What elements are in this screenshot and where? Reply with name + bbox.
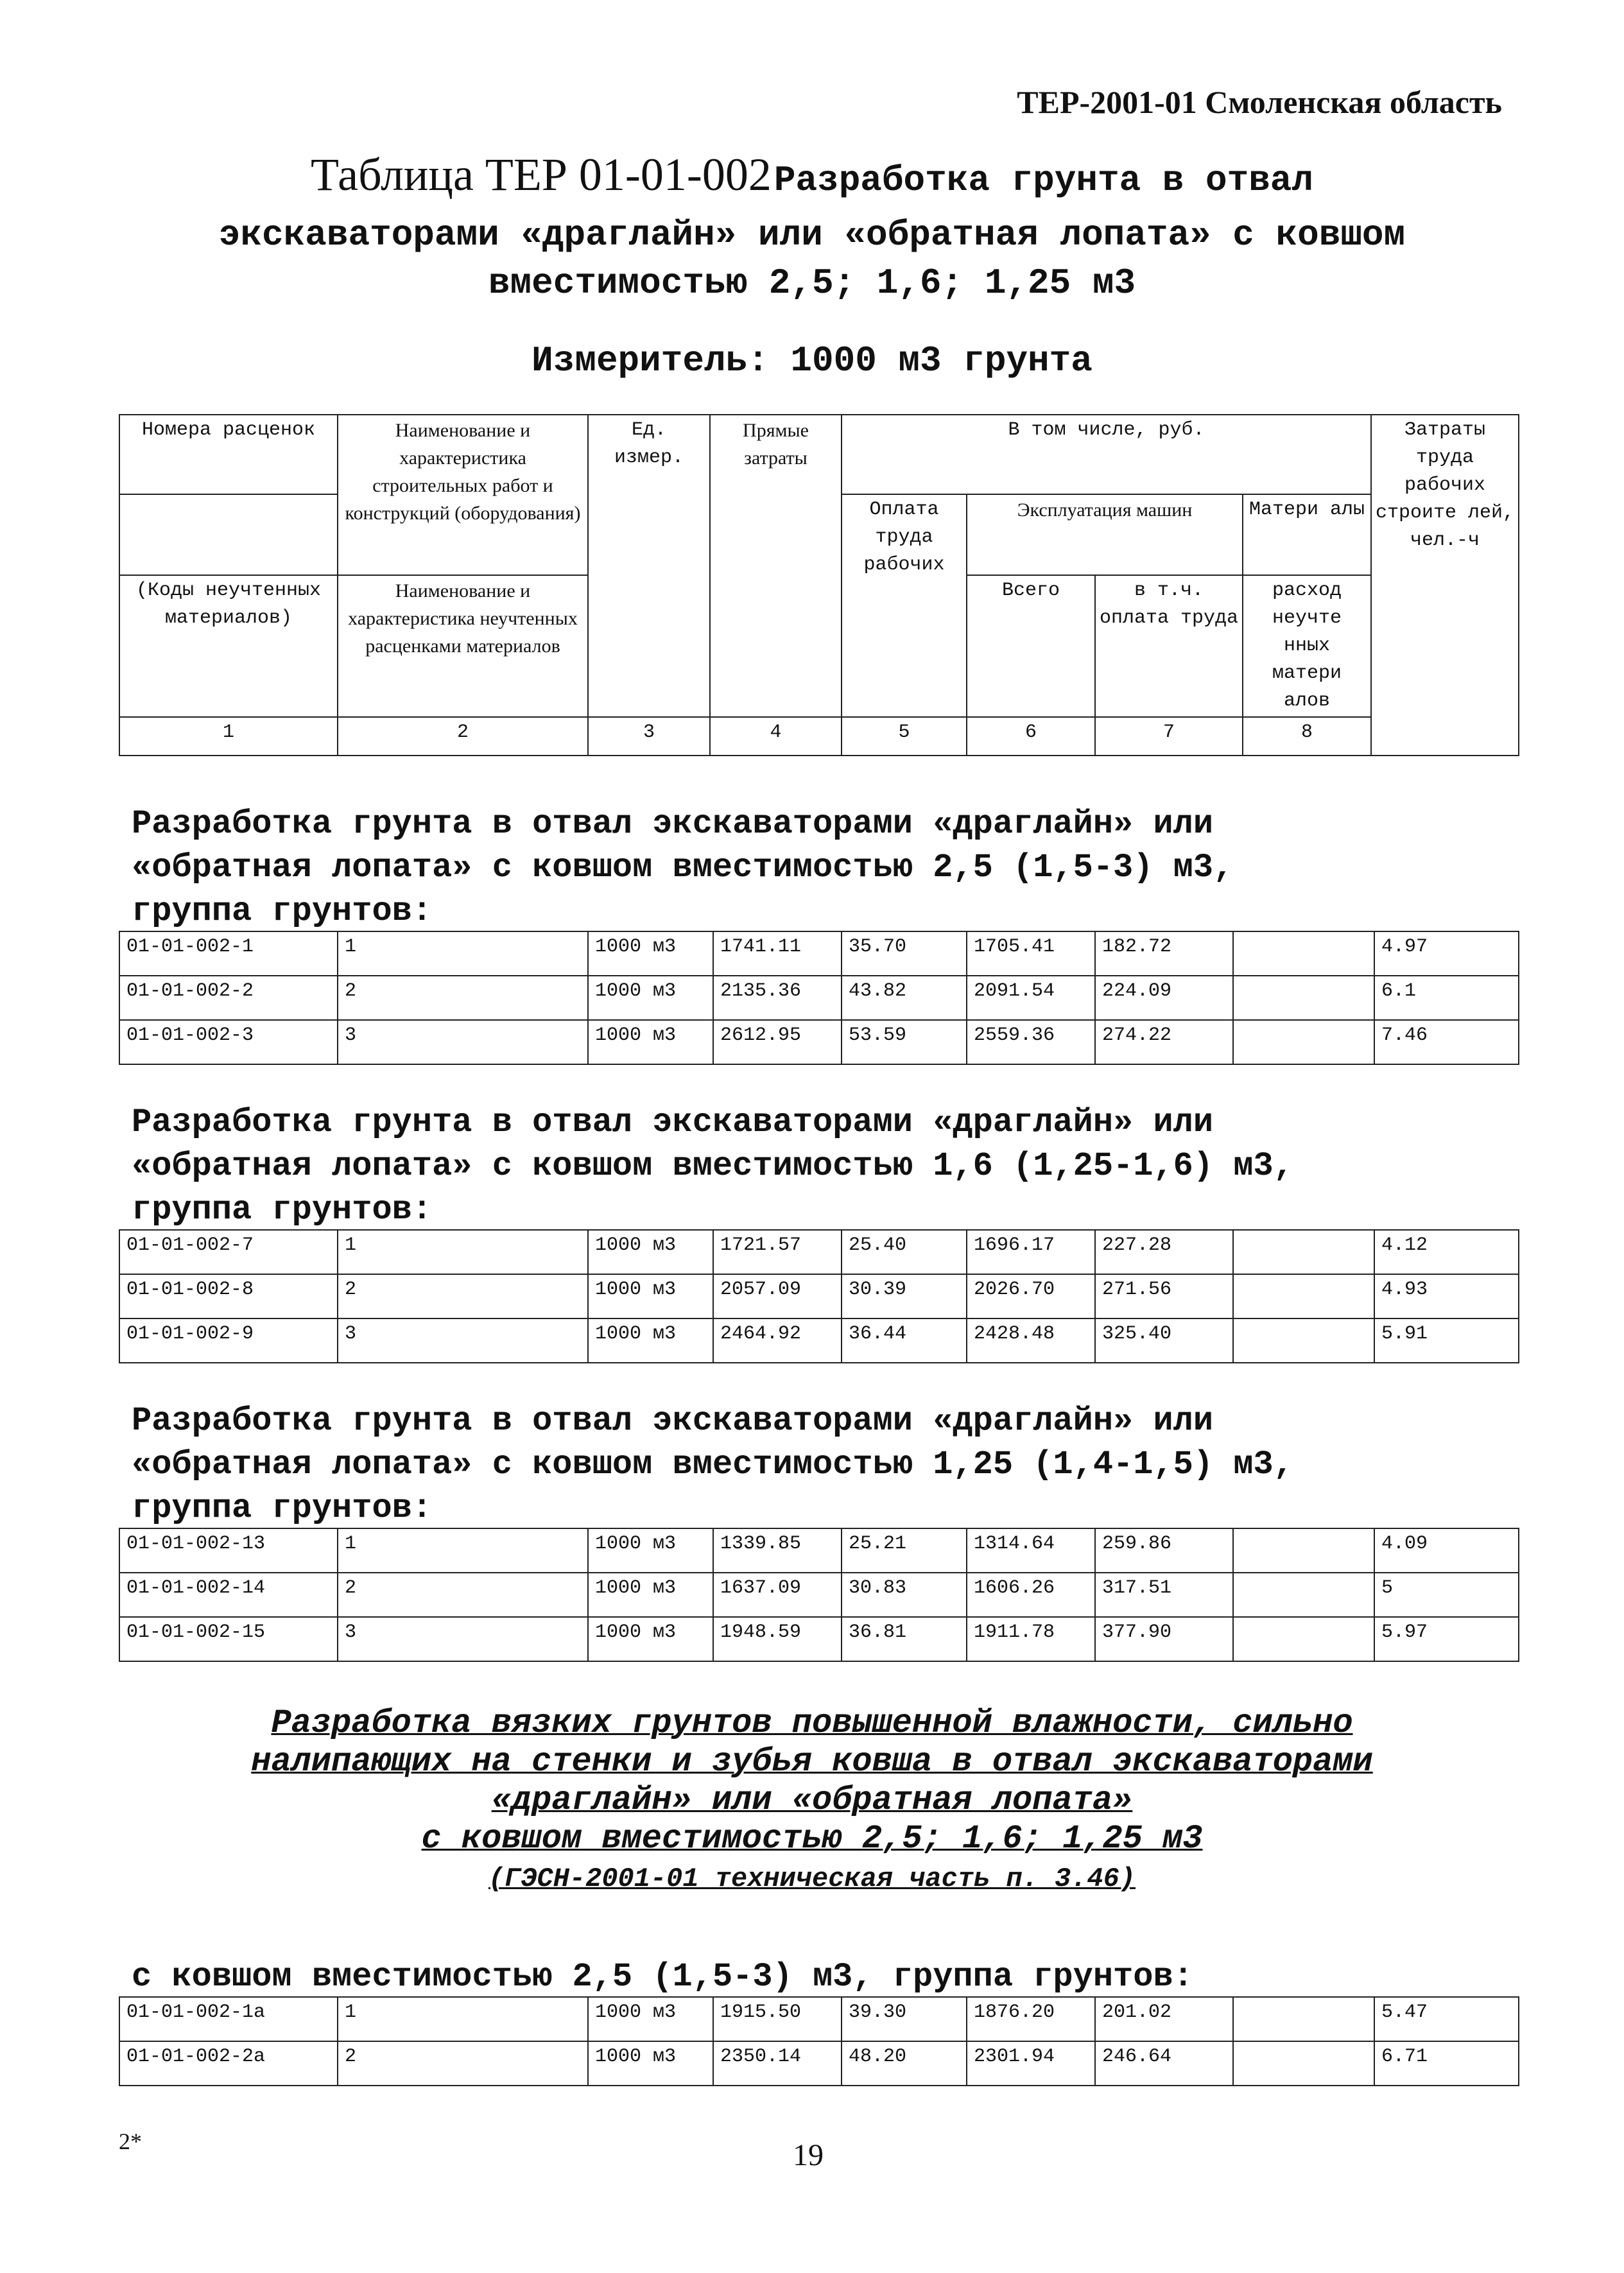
cell-rate-code: 01-01-002-8 [119, 1274, 338, 1318]
cell-labor-hours: 6.71 [1374, 2041, 1519, 2086]
cell-rate-code: 01-01-002-14 [119, 1573, 338, 1617]
cell-materials [1233, 1230, 1374, 1274]
section-title-line: «обратная лопата» с ковшом вместимостью 2,5 (1,5-3) м3, [132, 849, 1234, 886]
table-row [119, 1230, 1519, 1274]
title-table-number: Таблица ТЕР 01-01-002 [310, 149, 772, 200]
table-row [119, 1528, 1519, 1573]
section-title [132, 1101, 1293, 1232]
cell-direct-costs: 1339.85 [713, 1528, 842, 1573]
cell-rate-code: 01-01-002-1а [119, 1997, 338, 2041]
cell-worker-wages: 48.20 [842, 2041, 967, 2086]
cell-machines-total: 2559.36 [967, 1020, 1095, 1064]
cell-soil-group: 1 [338, 1230, 588, 1274]
cell-materials [1233, 1997, 1374, 2041]
title-text-second-line: экскаваторами «драглайн» или «обратная лопата» с ковшом [218, 214, 1406, 255]
cell-machines-total: 1705.41 [967, 931, 1095, 976]
unit-of-measure: Измеритель: 1000 м3 грунта [531, 340, 1093, 381]
cell-unit: 1000 м3 [588, 1274, 713, 1318]
cell-unit: 1000 м3 [588, 931, 713, 976]
section-title-line: группа грунтов: [132, 1191, 433, 1229]
cell-direct-costs: 2350.14 [713, 2041, 842, 2086]
cell-labor-hours: 4.12 [1374, 1230, 1519, 1274]
section-title-line: Разработка грунта в отвал экскаваторами «драглайн» или [132, 1103, 1214, 1141]
special-title-line: «драглайн» или «обратная лопата» [491, 1781, 1133, 1819]
cell-labor-hours: 6.1 [1374, 976, 1519, 1020]
cell-direct-costs: 1948.59 [713, 1617, 842, 1661]
table-row [119, 931, 1519, 976]
section-title-line: Разработка грунта в отвал экскаваторами «драглайн» или [132, 805, 1214, 843]
cell-soil-group: 2 [338, 1573, 588, 1617]
table-row [119, 1997, 1519, 2041]
section-title-line: «обратная лопата» с ковшом вместимостью 1,6 (1,25-1,6) м3, [132, 1147, 1293, 1185]
cell-labor-hours: 5.97 [1374, 1617, 1519, 1661]
cell-unit: 1000 м3 [588, 1997, 713, 2041]
cell-unit: 1000 м3 [588, 1230, 713, 1274]
title-text-first-line: Разработка грунта в отвал [773, 160, 1314, 201]
header-col1-spacer [119, 494, 338, 575]
header-machines-total: Всего [967, 575, 1095, 717]
header-work-name: Наименование и характеристика строительных работ и конструкций (оборудования) [338, 415, 588, 575]
section-title-line: «обратная лопата» с ковшом вместимостью 1,25 (1,4-1,5) м3, [132, 1446, 1293, 1483]
cell-soil-group: 1 [338, 931, 588, 976]
cell-soil-group: 2 [338, 2041, 588, 2086]
cell-labor-hours: 5.47 [1374, 1997, 1519, 2041]
cell-direct-costs: 2135.36 [713, 976, 842, 1020]
cell-rate-code: 01-01-002-9 [119, 1318, 338, 1363]
cell-machines-total: 2091.54 [967, 976, 1095, 1020]
special-title-line: налипающих на стенки и зубья ковша в отвал экскаваторами [251, 1743, 1373, 1781]
cell-soil-group: 1 [338, 1997, 588, 2041]
cell-rate-code: 01-01-002-15 [119, 1617, 338, 1661]
cell-unit: 1000 м3 [588, 976, 713, 1020]
cell-unit: 1000 м3 [588, 1318, 713, 1363]
cell-machine-wages: 259.86 [1095, 1528, 1233, 1573]
table-row [119, 2041, 1519, 2086]
column-number: 7 [1095, 717, 1243, 756]
special-title-line: Разработка вязких грунтов повышенной влажности, сильно [271, 1704, 1353, 1742]
cell-labor-hours: 4.97 [1374, 931, 1519, 976]
column-number: 2 [338, 717, 588, 756]
cell-machine-wages: 317.51 [1095, 1573, 1233, 1617]
cell-rate-code: 01-01-002-2 [119, 976, 338, 1020]
cell-labor-hours: 5.91 [1374, 1318, 1519, 1363]
cell-unit: 1000 м3 [588, 1573, 713, 1617]
cell-machine-wages: 227.28 [1095, 1230, 1233, 1274]
column-number: 5 [842, 717, 967, 756]
page-number: 19 [793, 2138, 824, 2172]
cell-machine-wages: 201.02 [1095, 1997, 1233, 2041]
header-machine-wages: в т.ч. оплата труда [1095, 575, 1243, 717]
cell-worker-wages: 36.81 [842, 1617, 967, 1661]
header-materials: Матери алы [1243, 494, 1371, 575]
normative-reference: (ГЭСН-2001-01 техническая часть п. 3.46) [488, 1863, 1136, 1894]
special-subtitle: с ковшом вместимостью 2,5 (1,5-3) м3, группа грунтов: [132, 1958, 1193, 1996]
cell-machines-total: 1314.64 [967, 1528, 1095, 1573]
cell-machine-wages: 224.09 [1095, 976, 1233, 1020]
table-row [119, 1617, 1519, 1661]
cell-worker-wages: 53.59 [842, 1020, 967, 1064]
section-title-line: группа грунтов: [132, 1489, 433, 1527]
table-row [119, 1573, 1519, 1617]
cell-materials [1233, 1617, 1374, 1661]
cell-rate-code: 01-01-002-7 [119, 1230, 338, 1274]
cell-labor-hours: 4.09 [1374, 1528, 1519, 1573]
column-header-table [119, 414, 1519, 756]
document-code: ТЕР-2001-01 Смоленская область [1017, 84, 1502, 120]
cell-machines-total: 1876.20 [967, 1997, 1095, 2041]
rates-table [119, 931, 1519, 1065]
header-worker-wages: Оплата труда рабочих [842, 494, 967, 717]
cell-materials [1233, 1274, 1374, 1318]
cell-soil-group: 2 [338, 976, 588, 1020]
column-number: 3 [588, 717, 710, 756]
cell-worker-wages: 36.44 [842, 1318, 967, 1363]
cell-direct-costs: 2464.92 [713, 1318, 842, 1363]
table-title [0, 151, 1624, 307]
header-group-including: В том числе, руб. [842, 415, 1371, 494]
cell-unit: 1000 м3 [588, 1020, 713, 1064]
cell-worker-wages: 25.21 [842, 1528, 967, 1573]
cell-materials [1233, 976, 1374, 1020]
cell-soil-group: 1 [338, 1528, 588, 1573]
cell-rate-code: 01-01-002-13 [119, 1528, 338, 1573]
header-material-name: Наименование и характеристика неучтенных расценками материалов [338, 575, 588, 717]
column-number: 1 [119, 717, 338, 756]
cell-materials [1233, 1528, 1374, 1573]
table-row [119, 976, 1519, 1020]
cell-machines-total: 2428.48 [967, 1318, 1095, 1363]
cell-worker-wages: 30.83 [842, 1573, 967, 1617]
section-title-line: группа грунтов: [132, 892, 433, 930]
cell-labor-hours: 7.46 [1374, 1020, 1519, 1064]
cell-worker-wages: 30.39 [842, 1274, 967, 1318]
section-title [132, 802, 1233, 933]
cell-rate-code: 01-01-002-2а [119, 2041, 338, 2086]
cell-machine-wages: 325.40 [1095, 1318, 1233, 1363]
cell-machines-total: 2026.70 [967, 1274, 1095, 1318]
cell-machines-total: 2301.94 [967, 2041, 1095, 2086]
cell-worker-wages: 35.70 [842, 931, 967, 976]
header-direct-costs: Прямые затраты [710, 415, 842, 717]
cell-worker-wages: 25.40 [842, 1230, 967, 1274]
special-title-line: с ковшом вместимостью 2,5; 1,6; 1,25 м3 [421, 1820, 1203, 1858]
cell-direct-costs: 1637.09 [713, 1573, 842, 1617]
rates-table [119, 1229, 1519, 1363]
rates-table [119, 1528, 1519, 1662]
cell-materials [1233, 2041, 1374, 2086]
cell-materials [1233, 1020, 1374, 1064]
section-title-line: Разработка грунта в отвал экскаваторами «драглайн» или [132, 1402, 1214, 1440]
cell-direct-costs: 1915.50 [713, 1997, 842, 2041]
cell-machines-total: 1696.17 [967, 1230, 1095, 1274]
column-number: 8 [1243, 717, 1371, 756]
cell-unit: 1000 м3 [588, 1617, 713, 1661]
cell-rate-code: 01-01-002-1 [119, 931, 338, 976]
cell-worker-wages: 43.82 [842, 976, 967, 1020]
cell-machines-total: 1911.78 [967, 1617, 1095, 1661]
cell-labor-hours: 4.93 [1374, 1274, 1519, 1318]
cell-rate-code: 01-01-002-3 [119, 1020, 338, 1064]
column-number: 4 [710, 717, 842, 756]
cell-unit: 1000 м3 [588, 1528, 713, 1573]
cell-soil-group: 3 [338, 1617, 588, 1661]
cell-materials [1233, 1318, 1374, 1363]
section-title [132, 1399, 1293, 1530]
cell-machine-wages: 271.56 [1095, 1274, 1233, 1318]
header-rate-numbers: Номера расценок [119, 415, 338, 494]
table-row [119, 1318, 1519, 1363]
corner-mark: 2* [119, 2129, 142, 2154]
cell-worker-wages: 39.30 [842, 1997, 967, 2041]
cell-soil-group: 3 [338, 1020, 588, 1064]
cell-soil-group: 2 [338, 1274, 588, 1318]
header-unit: Ед. измер. [588, 415, 710, 717]
cell-unit: 1000 м3 [588, 2041, 713, 2086]
cell-machine-wages: 377.90 [1095, 1617, 1233, 1661]
cell-soil-group: 3 [338, 1318, 588, 1363]
title-text-third-line: вместимостью 2,5; 1,6; 1,25 м3 [488, 263, 1136, 304]
column-number: 6 [967, 717, 1095, 756]
cell-materials [1233, 1573, 1374, 1617]
cell-machines-total: 1606.26 [967, 1573, 1095, 1617]
header-unaccounted-materials: расход неучте нных матери алов [1243, 575, 1371, 717]
cell-direct-costs: 2612.95 [713, 1020, 842, 1064]
header-material-codes: (Коды неучтенных материалов) [119, 575, 338, 717]
cell-machine-wages: 274.22 [1095, 1020, 1233, 1064]
cell-machine-wages: 182.72 [1095, 931, 1233, 976]
table-row [119, 1020, 1519, 1064]
special-section-title [0, 1704, 1624, 1898]
table-row [119, 1274, 1519, 1318]
rates-table [119, 1996, 1519, 2086]
cell-direct-costs: 1721.57 [713, 1230, 842, 1274]
header-machine-operation: Эксплуатация машин [967, 494, 1243, 575]
header-labor-costs: Затраты труда рабочих строите лей, чел.-ч [1371, 415, 1519, 756]
cell-materials [1233, 931, 1374, 976]
cell-labor-hours: 5 [1374, 1573, 1519, 1617]
cell-direct-costs: 2057.09 [713, 1274, 842, 1318]
cell-machine-wages: 246.64 [1095, 2041, 1233, 2086]
cell-direct-costs: 1741.11 [713, 931, 842, 976]
